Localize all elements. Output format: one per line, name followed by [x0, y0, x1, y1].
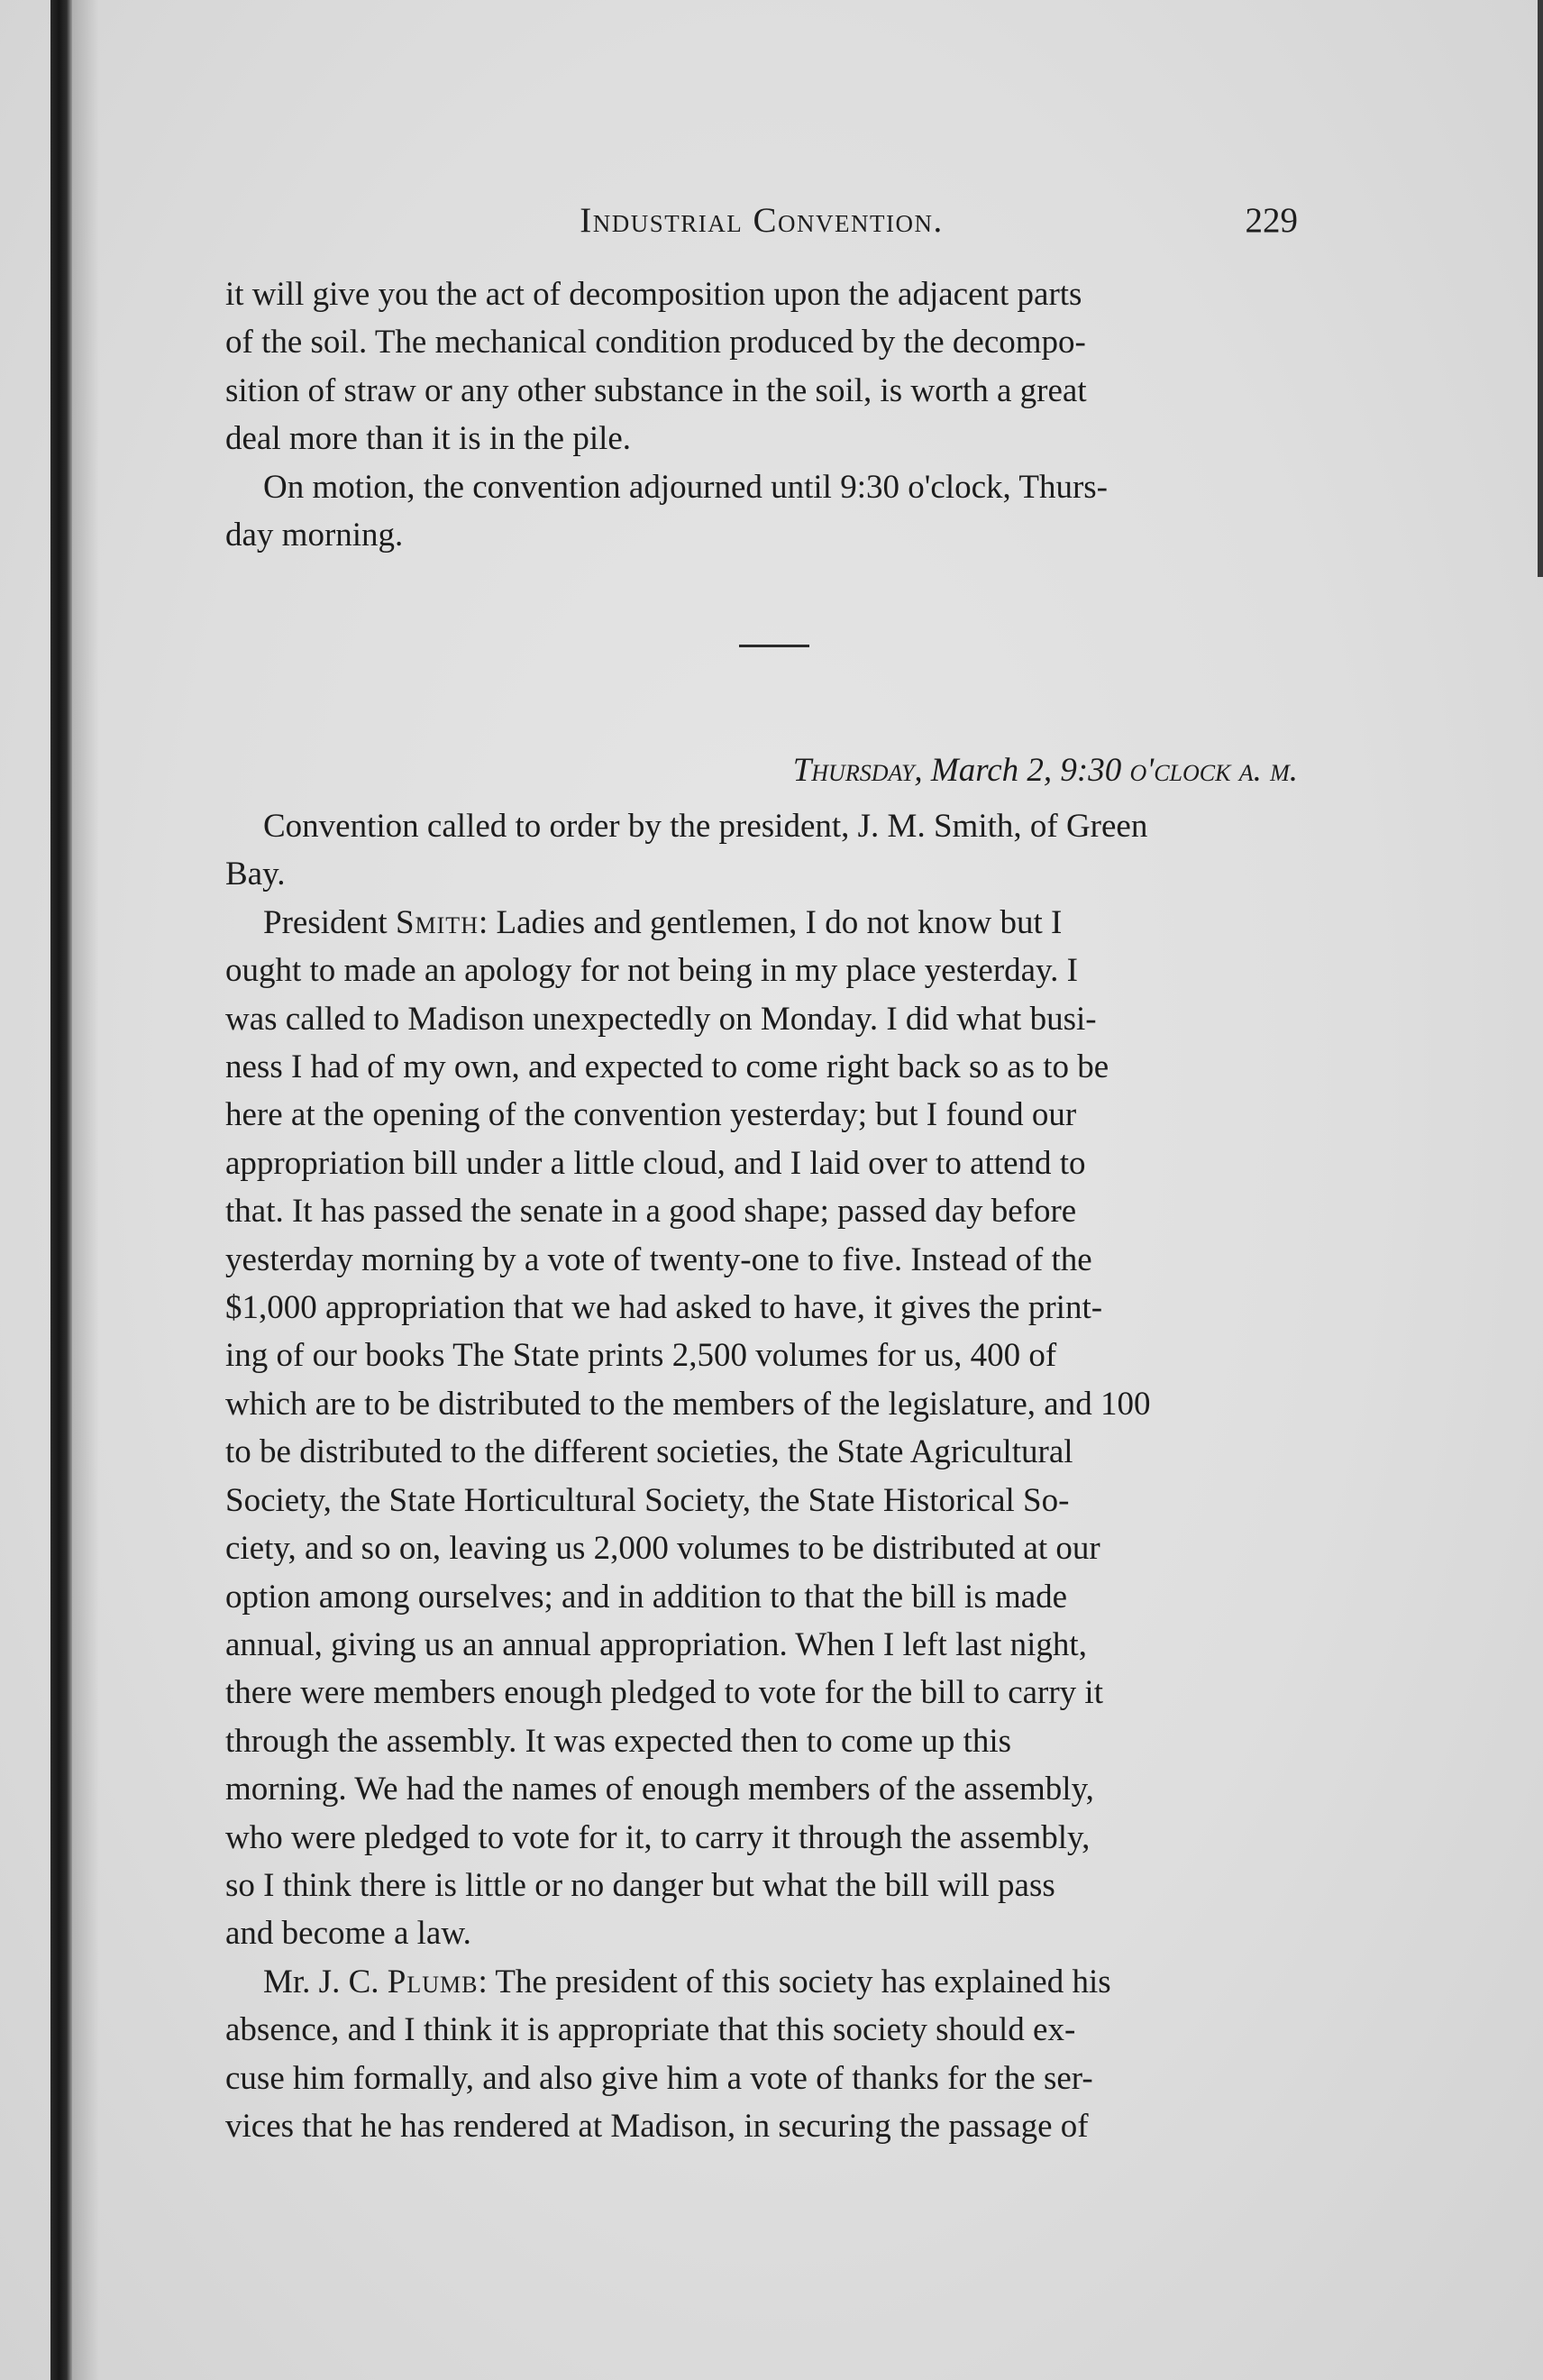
paragraph-president-smith	[225, 899, 1298, 1958]
paragraph-continuation: it will give you the act of decomposition upon the adjacent parts of the soil. The mechanical condition produced by the decompo- sition of straw or any other substance in the soil, is worth a great deal more than it is in the pile.	[225, 276, 1087, 458]
running-head	[225, 200, 1298, 245]
binding-shadow	[72, 0, 99, 2380]
session-time: o'clock a. m.	[1129, 752, 1298, 789]
binding-edge	[50, 0, 72, 2380]
section-divider	[739, 645, 809, 647]
page-edge	[1538, 0, 1543, 577]
speaker-name: Plumb	[387, 1963, 479, 2000]
session-date: March 2, 9:30	[922, 752, 1130, 789]
session-day: Thursday,	[792, 752, 923, 789]
running-title: Industrial Convention.	[580, 201, 944, 240]
speaker-name: Smith	[395, 903, 479, 941]
speech-text: : The president of this society has explained his absence, and I think it is appropriate that this society should ex- cuse him formally, and also give him a vote of thanks for the ser- vices that he has rendered at Madison, in securing the passage of	[225, 1963, 1111, 2145]
speaker-prefix: Mr. J. C.	[263, 1963, 388, 2000]
paragraph-call-to-order: Convention called to order by the president, J. M. Smith, of Green Bay.	[225, 808, 1148, 893]
text-block-top	[225, 270, 1298, 559]
paragraph-mr-plumb	[225, 1958, 1298, 2151]
text-block-session	[225, 802, 1298, 2150]
speaker-prefix: President	[263, 903, 396, 941]
speech-text: : Ladies and gentlemen, I do not know but I ought to made an apology for not being in my place yesterday. I was called to Madison unexpectedly on Monday. I did what busi- ness I had of my own, and expected to come right back so as to be here at the opening of the convention yesterday; but I found our appropriation bill under a little cloud, and I laid over to attend to that. It has passed the senate in a good shape; passed day before yesterday morning by a vote of twenty-one to five. Instead of the $1,000 appropriation that we had asked to have, it gives the print- ing of our books The State prints 2,500 volumes for us, 400 of which are to be distributed to the members of the legislature, and 100 to be distributed to the different societies, the State Agricultural Society, the State Horticultural Society, the State Historical So- ciety, and so on, leaving us 2,000 volumes to be distributed at our option among ourselves; and in addition to that the bill is made annual, giving us an annual appropriation. When I left last night, there were members enough pledged to vote for the bill to carry it through the assembly. It was expected then to come up this morning. We had the names of enough members of the assembly, who were pledged to vote for it, to carry it through the assembly, so I think there is little or no danger but what the bill will pass and become a law.	[225, 903, 1151, 1953]
session-date-heading	[225, 751, 1298, 790]
paragraph-adjournment: On motion, the convention adjourned until 9:30 o'clock, Thurs- day morning.	[225, 468, 1108, 554]
page-number: 229	[1245, 201, 1298, 240]
